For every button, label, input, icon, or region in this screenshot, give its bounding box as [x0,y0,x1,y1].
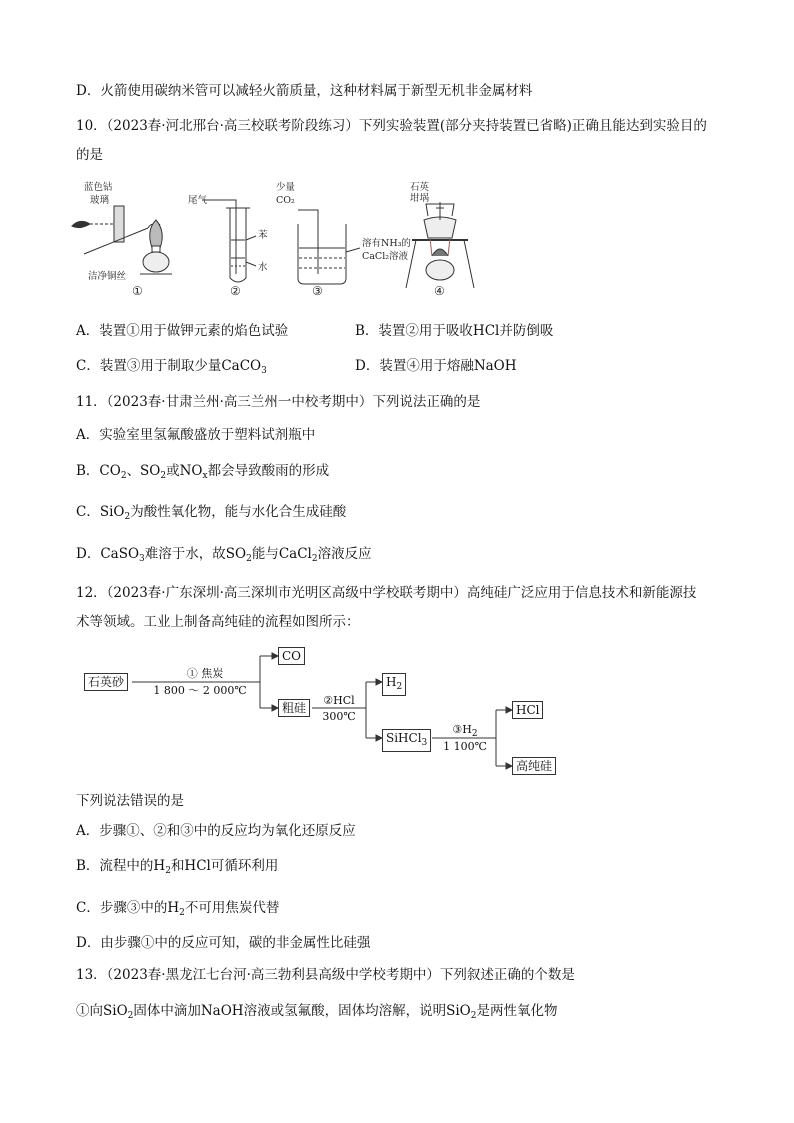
label-cacl2-solution: CaCl₂溶液 [362,251,409,262]
q10-option-d: D．装置④用于熔融NaOH [355,358,517,374]
text: B．CO [76,463,121,479]
box-quartz-sand: 石英砂 [84,673,128,691]
q10-option-c [76,356,267,381]
box-hcl: HCl [512,701,543,719]
text: C．步骤③中的H [76,900,180,916]
text: B．流程中的H [76,858,166,874]
subscript: 2 [470,1011,477,1021]
q12-question: 下列说法错误的是 [76,793,184,809]
option-d-previous: D．火箭使用碳纳米管可以减轻火箭质量，这种材料属于新型无机非金属材料 [76,83,533,99]
apparatus-number-2: ② [230,284,241,298]
label-water: 水 [258,262,268,273]
q11-option-a: A．实验室里氢氟酸盛放于塑料试剂瓶中 [76,427,316,443]
text: ③H [452,723,472,736]
q10-option-b: B．装置②用于吸收HCl并防倒吸 [355,323,554,339]
text: 溶液反应 [317,546,372,562]
q10-apparatus-figure [70,178,490,302]
text: 不可用焦炭代替 [184,900,280,916]
text: 固体中滴加NaOH溶液或氢氟酸，固体均溶解，说明SiO [133,1003,471,1019]
step1-label: ① 焦炭 [186,667,224,680]
q13-statement-1 [76,1001,557,1026]
text: 和HCl可循环利用 [170,858,279,874]
text: 能与CaCl [251,546,312,562]
text: H [386,675,397,689]
q11-stem: 11．（2023春·甘肃兰州·高三兰州一中校考期中）下列说法正确的是 [76,394,481,410]
subscript: 2 [471,729,478,739]
text: 是两性氧化物 [476,1003,558,1019]
subscript: 3 [421,738,428,748]
step2-label: ②HCl [323,694,355,707]
label-nh3-solution: 溶有NH₃的 [362,238,411,249]
q10-stem-cont: 的是 [76,147,103,163]
text: 为酸性氧化物，能与水化合生成硅酸 [130,504,347,520]
apparatus-number-1: ① [132,284,143,298]
step3-label [434,724,496,740]
subscript: 2 [160,471,167,481]
q11-option-c [76,502,346,527]
subscript: 2 [124,512,131,522]
subscript: x [202,471,208,481]
q12-stem: 12．（2023春·广东深圳·高三深圳市光明区高级中学校联考期中）高纯硅广泛应用于信息技术和新能源技 [76,585,697,601]
step1-temperature: 1 800 ～ 2 000℃ [153,684,247,697]
text: ①向SiO [76,1003,128,1019]
subscript: 2 [127,1011,134,1021]
box-pure-silicon: 高纯硅 [512,757,556,775]
step2-temperature: 300℃ [322,710,356,723]
apparatus-number-4: ④ [434,284,445,298]
q12-option-c [76,898,279,923]
box-co: CO [278,647,305,665]
text: SiHCl [386,731,422,745]
q12-option-d: D．由步骤①中的反应可知，碳的非金属性比硅强 [76,935,371,951]
label-clean-wire: 洁净铜丝 [88,271,127,282]
apparatus-number-3: ③ [312,284,323,298]
q11-option-b [76,461,329,486]
text: 难溶于水，故SO [144,546,247,562]
subscript: 2 [311,554,318,564]
silicon-flowchart [80,642,600,782]
subscript: 2 [120,471,127,481]
text: C．SiO [76,504,125,520]
label-benzene: 苯 [258,230,268,241]
text: 或NO [166,463,203,479]
q12-option-b [76,856,278,881]
q10-stem: 10．（2023春·河北邢台·高三校联考阶段练习）下列实验装置(部分夹持装置已省略)正确且能达到实验目的 [76,118,707,134]
q12-option-a: A．步骤①、②和③中的反应均为氧化还原反应 [76,823,356,839]
label-co2: CO₂ [276,195,295,206]
q10-option-a: A．装置①用于做钾元素的焰色试验 [76,323,289,339]
subscript: 3 [139,554,145,564]
step3-temperature: 1 100℃ [443,740,487,753]
q10-option-c-text: C．装置③用于制取少量CaCO [76,358,262,374]
box-crude-silicon: 粗硅 [278,699,310,717]
label-quartz-crucible-1: 石英 [410,182,430,193]
label-tail-gas: 尾气 [188,195,208,206]
q13-stem: 13．（2023春·黑龙江七台河·高三勃利县高级中学校考期中）下列叙述正确的个数是 [76,967,575,983]
label-cobalt-glass-2: 玻璃 [90,195,110,206]
text: 、SO [126,463,161,479]
box-sihcl3 [382,729,431,752]
subscript: 3 [261,366,267,376]
subscript: 2 [165,866,171,876]
subscript: 2 [396,682,403,692]
subscript: 2 [246,554,252,564]
q12-stem-cont: 术等领域。工业上制备高纯硅的流程如图所示： [76,614,360,630]
label-co2-small: 少量 [276,182,296,193]
label-cobalt-glass-1: 蓝色钴 [84,182,113,193]
subscript: 2 [179,908,185,918]
q11-option-d [76,544,372,569]
text: 都会导致酸雨的形成 [207,463,330,479]
box-hydrogen [382,673,406,696]
label-quartz-crucible-2: 坩埚 [410,193,430,204]
text: D．CaSO [76,546,140,562]
